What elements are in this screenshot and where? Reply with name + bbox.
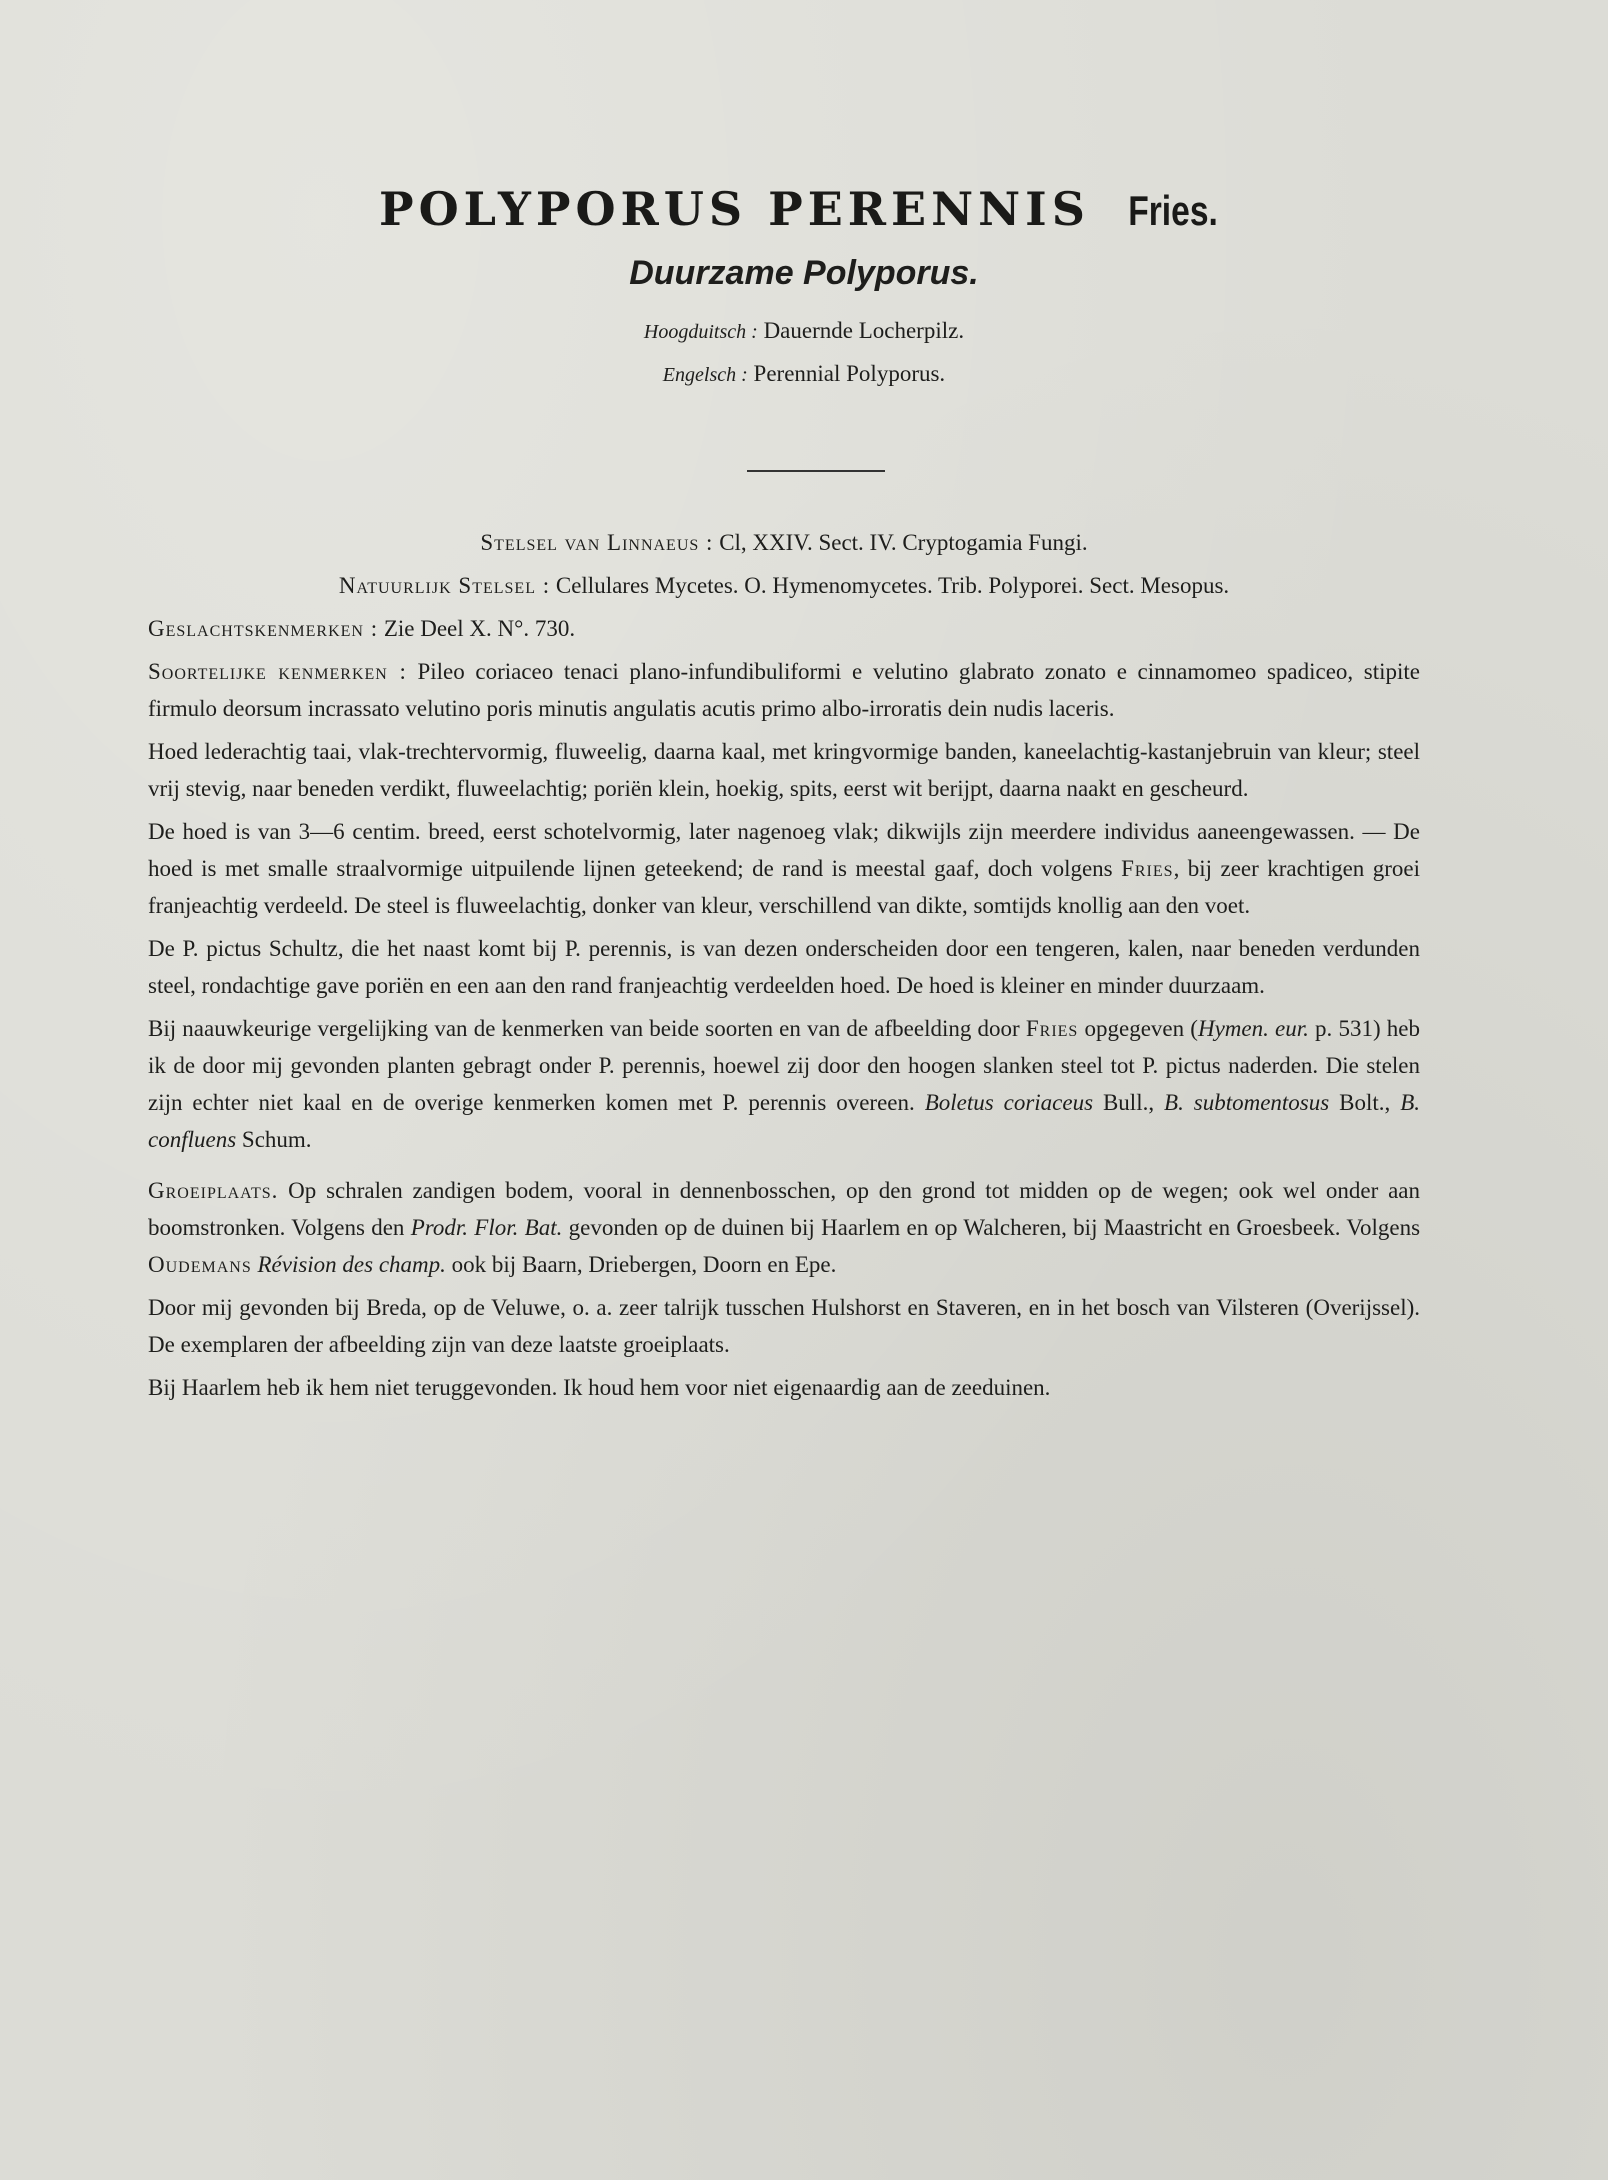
synonym-2-author: Bolt., <box>1339 1090 1391 1115</box>
german-name-row <box>0 310 1608 353</box>
synonym-3: B. confluens <box>148 1090 1421 1152</box>
genus-text: Zie Deel X. N°. 730. <box>383 616 576 641</box>
paragraph-haarlem: Bij Haarlem heb ik hem niet teruggevonden. Ik houd hem voor niet eigenaardig aan de zeeduinen. <box>148 1375 1051 1400</box>
reference-prodr: Prodr. Flor. Bat. <box>410 1215 563 1240</box>
paragraph-comparison: De P. pictus Schultz, die het naast komt bij P. perennis, is van dezen onderscheiden door een tengeren, kalen, naar beneden verdunden steel, rondachtige gave poriën en een aan den rand franjeachtig verdeelden hoed. De hoed is kleiner en minder duurzaam. <box>148 936 1420 998</box>
habitat-label: Groeiplaats. <box>148 1178 279 1203</box>
title-block <box>0 182 1608 396</box>
paragraph-hood-text-a: De hoed is van 3—6 centim. breed, eerst schotelvormig, later nagenoeg vlak; dikwijls zijn meerdere individus aaneengewassen. — De hoed is met smalle straalvormige uitpuilende lijnen geteekend; de rand is meestal gaaf, doch volgens <box>148 819 1420 881</box>
linnaeus-system <box>148 524 1420 561</box>
paragraph-hood <box>148 813 1420 924</box>
author-oudemans: Oudemans <box>148 1252 252 1277</box>
habitat-text-b: gevonden op de duinen bij Haarlem en op Walcheren, bij Maastricht en Groesbeek. Volgens <box>568 1215 1421 1240</box>
dutch-name: Duurzame Polyporus. <box>629 254 979 292</box>
natural-label: Natuurlijk Stelsel : <box>338 573 551 598</box>
english-name: Perennial Polyporus. <box>753 361 946 386</box>
natural-text: Cellulares Mycetes. O. Hymenomycetes. Trib. Polyporei. Sect. Mesopus. <box>555 573 1230 598</box>
body-text <box>148 524 1420 1406</box>
page-title <box>0 182 1608 236</box>
natural-system <box>148 567 1420 604</box>
paragraph-findings: Door mij gevonden bij Breda, op de Veluwe, o. a. zeer talrijk tusschen Hulshorst en Staveren, en in het bosch van Vilsteren (Overijssel). De exemplaren der afbeelding zijn van deze laatste groeiplaats. <box>148 1295 1420 1357</box>
species-characters <box>148 653 1420 727</box>
synonym-2: B. subtomentosus <box>1164 1090 1330 1115</box>
linnaeus-text: Cl, XXIV. Sect. IV. Cryptogamia Fungi. <box>719 530 1088 555</box>
verification-text-a: Bij naauwkeurige vergelijking van de kenmerken van beide soorten en van de afbeelding door <box>148 1016 1020 1041</box>
genus-label: Geslachtskenmerken : <box>148 616 379 641</box>
reference-hymen: Hymen. eur. <box>1197 1016 1309 1041</box>
verification-text-b: opgegeven ( <box>1084 1016 1198 1041</box>
species-label: Soortelijke kenmerken : <box>148 659 407 684</box>
synonym-3-author: Schum. <box>241 1127 312 1152</box>
species-name: POLYPORUS PERENNIS <box>379 182 1090 236</box>
genus-characters <box>148 610 1420 647</box>
linnaeus-label: Stelsel van Linnaeus : <box>480 530 714 555</box>
german-label: Hoogduitsch : <box>643 321 758 343</box>
reference-revision: Révision des champ. <box>257 1252 446 1277</box>
synonym-1-author: Bull., <box>1102 1090 1155 1115</box>
author-name: Fries. <box>1128 187 1218 234</box>
alternative-names <box>0 310 1608 396</box>
author-fries: Fries <box>1121 856 1174 881</box>
synonym-1: Boletus coriaceus <box>924 1090 1094 1115</box>
habitat-text-c: ook bij Baarn, Driebergen, Doorn en Epe. <box>451 1252 837 1277</box>
paragraph-verification <box>148 1010 1420 1158</box>
paragraph-habitat <box>148 1172 1420 1283</box>
author-fries: Fries <box>1025 1016 1079 1041</box>
english-name-row <box>0 353 1608 396</box>
species-text: Pileo coriaceo tenaci plano-infundibuliformi e velutino glabrato zonato e cinnamomeo spadiceo, stipite firmulo deorsum incrassato velutino poris minutis angulatis acutis primo albo-irroratis dein nudis laceris. <box>148 659 1420 721</box>
verification-text-c: p. 531) heb ik de door mij gevonden planten gebragt onder P. perennis, hoewel zij door den hoogen slanken steel tot P. pictus naderden. Die stelen zijn echter niet kaal en de overige kenmerken komen met P. perennis overeen. <box>148 1016 1420 1115</box>
habitat-text-a: Op schralen zandigen bodem, vooral in dennenbosschen, op den grond tot midden op de wegen; ook wel onder aan boomstronken. Volgens den <box>148 1178 1420 1240</box>
german-name: Dauernde Locherpilz. <box>763 318 965 343</box>
english-label: Engelsch : <box>662 364 748 386</box>
paragraph-description: Hoed lederachtig taai, vlak-trechtervormig, fluweelig, daarna kaal, met kringvormige banden, kaneelachtig-kastanjebruin van kleur; steel vrij stevig, naar beneden verdikt, fluweelachtig; poriën klein, hoekig, spits, eerst wit berijpt, daarna naakt en gescheurd. <box>148 739 1420 801</box>
divider <box>747 470 885 472</box>
paragraph-hood-text-b: , bij zeer krachtigen groei franjeachtig verdeeld. De steel is fluweelachtig, donker van kleur, verschillend van dikte, somtijds knollig aan den voet. <box>148 856 1421 918</box>
